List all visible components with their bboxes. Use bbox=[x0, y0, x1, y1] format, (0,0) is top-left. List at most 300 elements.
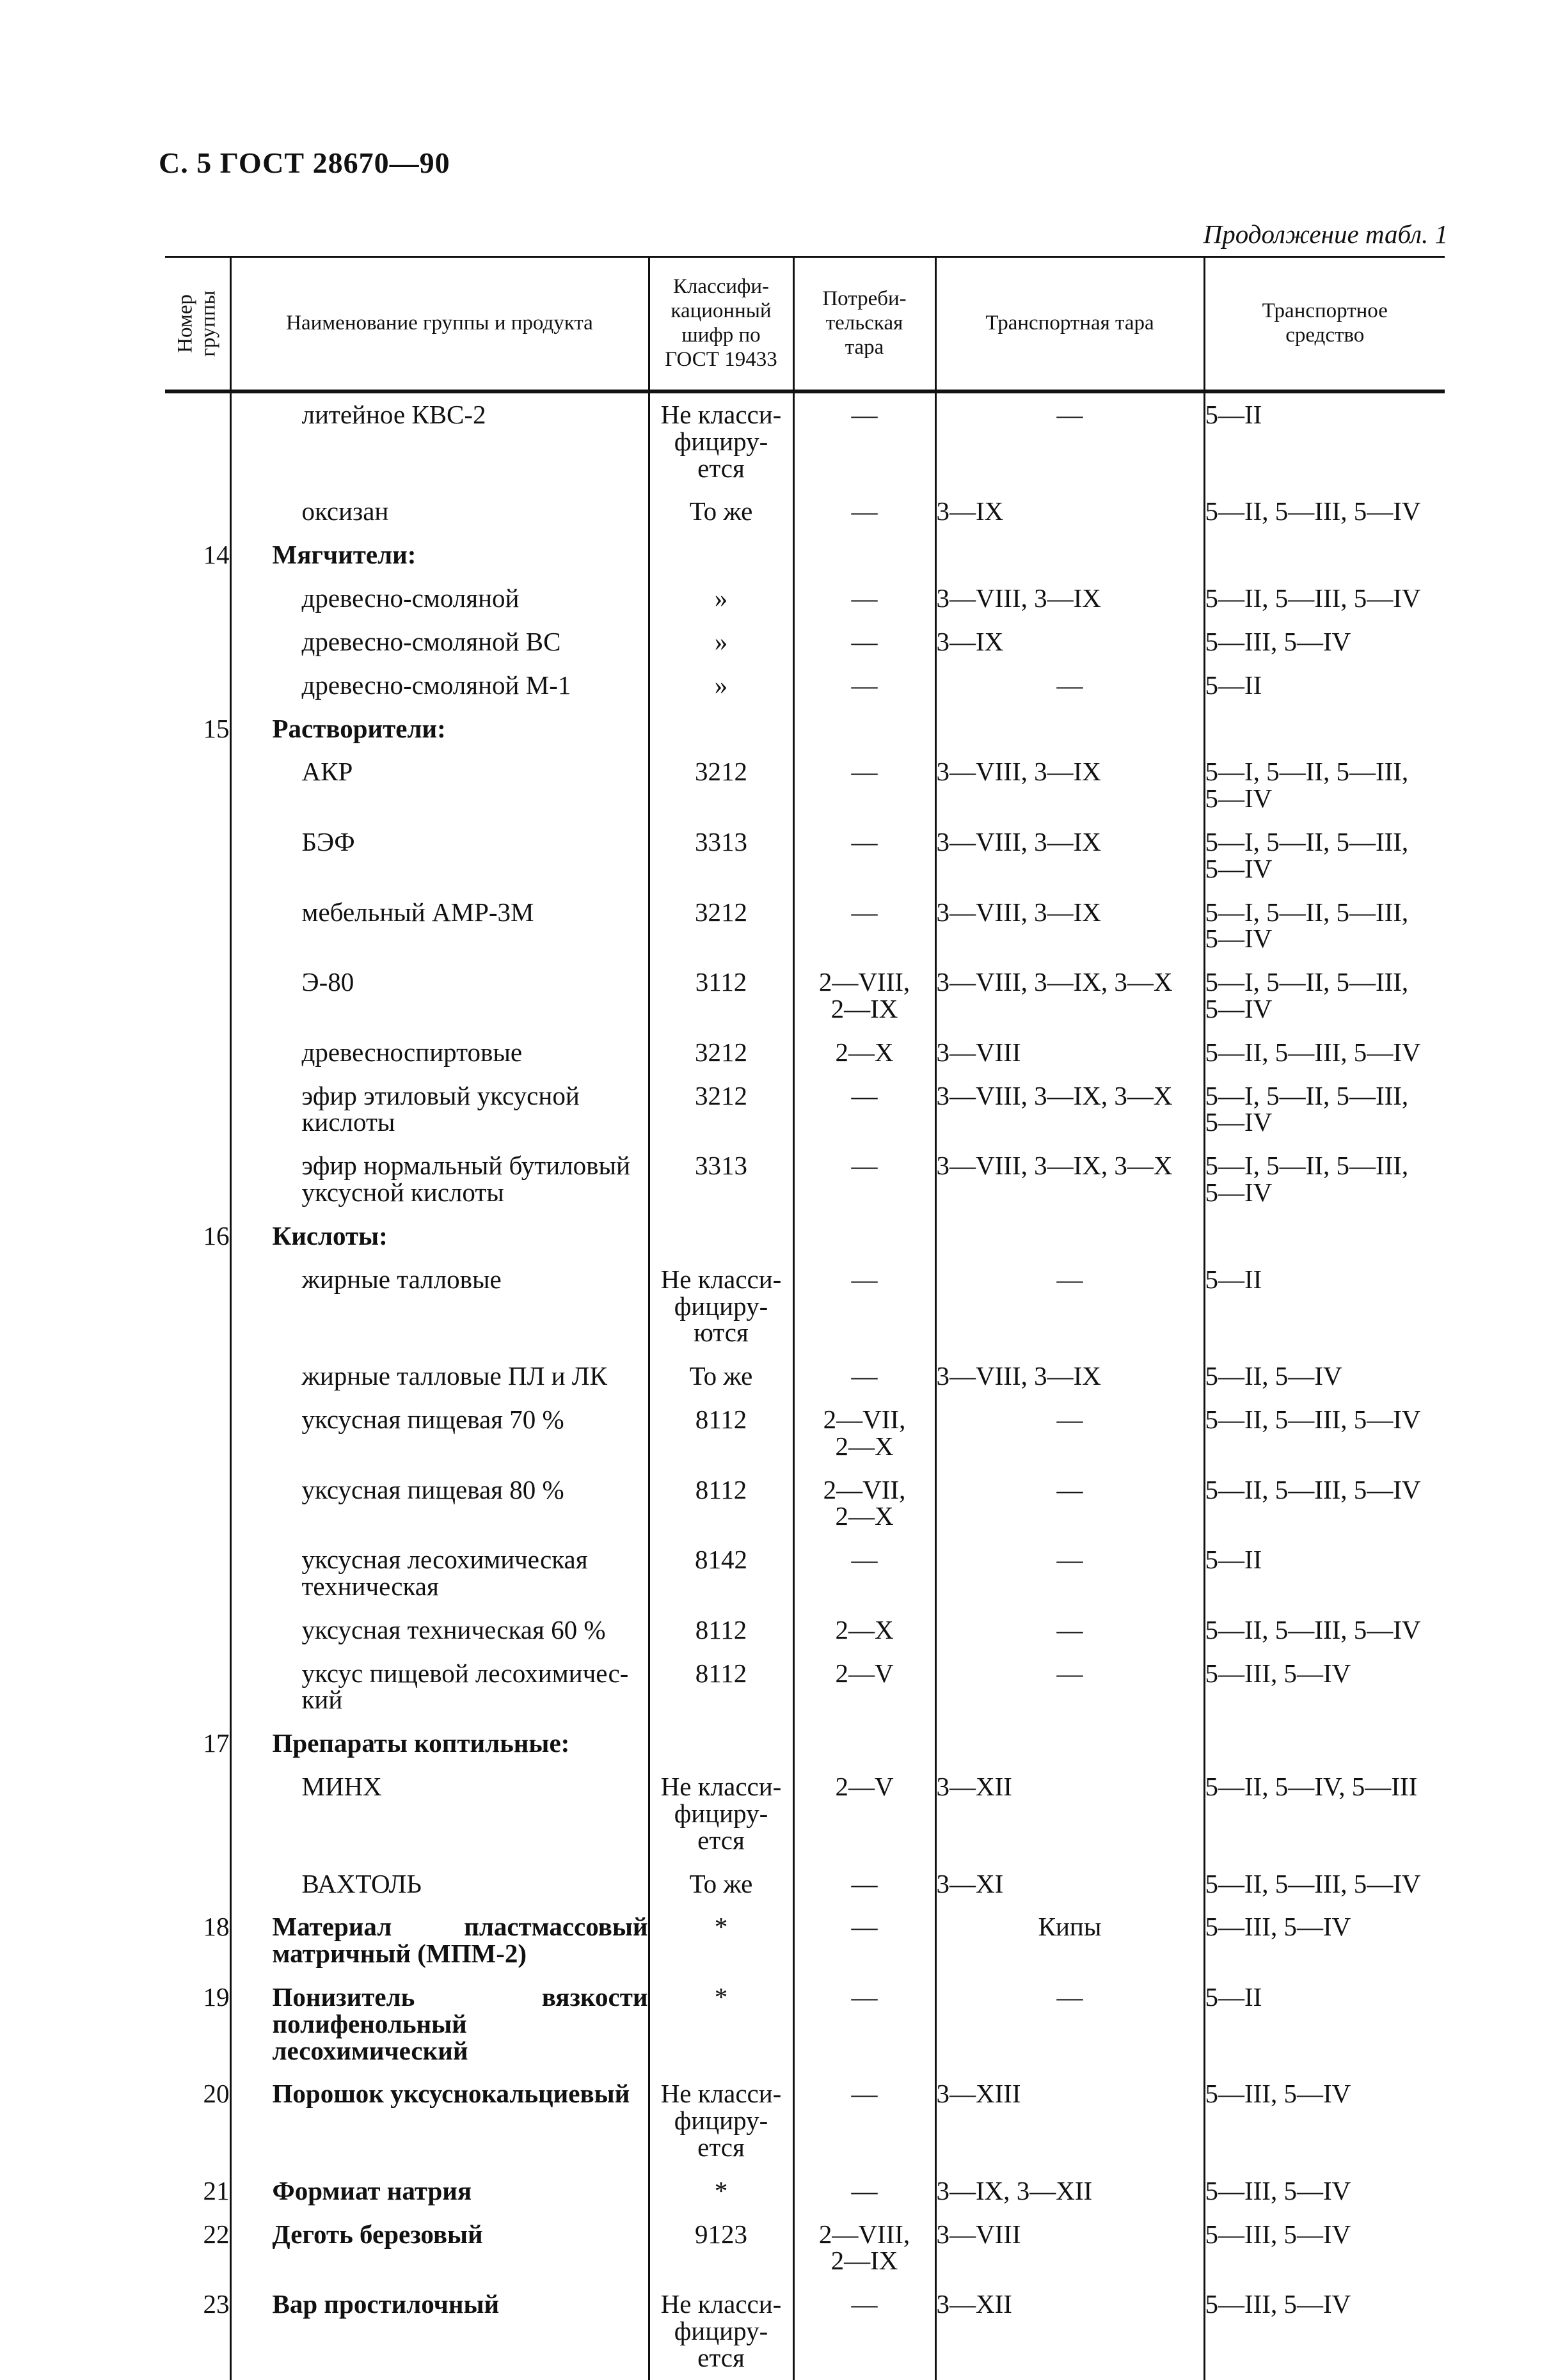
group-number-text: 19 bbox=[203, 1982, 230, 2012]
transport-package-cell bbox=[935, 2072, 1204, 2169]
classification-code-cell bbox=[649, 750, 793, 821]
transport-package-text: 3—VIII, 3—IX bbox=[936, 826, 1101, 856]
group-number-cell bbox=[165, 1258, 230, 1355]
table-row bbox=[165, 750, 1445, 821]
consumer-package-cell bbox=[793, 620, 935, 664]
consumer-package-cell bbox=[793, 1215, 935, 1258]
classification-code-text: То же bbox=[689, 1361, 753, 1391]
product-name-cell bbox=[230, 750, 649, 821]
consumer-package-cell bbox=[793, 533, 935, 577]
transport-package-cell bbox=[935, 490, 1204, 533]
group-number-cell bbox=[165, 1075, 230, 1145]
group-number-cell bbox=[165, 490, 230, 533]
product-name-text: уксусная лесохимическая техническая bbox=[301, 1545, 588, 1601]
transport-package-text: — bbox=[1056, 670, 1083, 700]
transport-vehicle-text: 5—I, 5—II, 5—III, 5—IV bbox=[1205, 757, 1409, 814]
group-number-cell bbox=[165, 1355, 230, 1398]
transport-package-text: 3—VIII, 3—IX bbox=[936, 757, 1101, 787]
transport-vehicle-cell bbox=[1204, 1538, 1445, 1609]
transport-package-cell bbox=[935, 1031, 1204, 1075]
consumer-package-text: 2—VII, 2—X bbox=[823, 1474, 906, 1531]
classification-code-text: То же bbox=[689, 1868, 753, 1898]
group-number-cell bbox=[165, 961, 230, 1031]
consumer-package-text: — bbox=[851, 2289, 878, 2319]
product-name-text: Растворители: bbox=[272, 713, 446, 743]
classification-code-cell bbox=[649, 1652, 793, 1722]
group-number-cell bbox=[165, 1652, 230, 1722]
transport-vehicle-cell bbox=[1204, 1469, 1445, 1539]
product-name-text: мебельный АМР-3М bbox=[301, 897, 534, 927]
product-name-text: древесноспиртовые bbox=[301, 1037, 523, 1067]
group-number-text: 14 bbox=[203, 540, 230, 570]
transport-package-text: 3—XII bbox=[936, 2289, 1012, 2319]
transport-package-text: 3—IX bbox=[936, 626, 1004, 656]
table-row bbox=[165, 2213, 1445, 2283]
classification-code-cell bbox=[649, 1609, 793, 1652]
classification-code-text: » bbox=[714, 670, 728, 700]
classification-code-cell bbox=[649, 891, 793, 961]
classification-code-cell bbox=[649, 577, 793, 620]
classification-code-cell bbox=[649, 1976, 793, 2072]
classification-code-text: 8112 bbox=[695, 1404, 747, 1434]
transport-vehicle-cell bbox=[1204, 1258, 1445, 1355]
header-consumer-package: Потреби- тельская тара bbox=[793, 257, 935, 392]
transport-package-text: 3—VIII bbox=[936, 2219, 1021, 2249]
transport-package-cell bbox=[935, 533, 1204, 577]
transport-package-cell bbox=[935, 707, 1204, 751]
product-name-cell bbox=[230, 2072, 649, 2169]
consumer-package-cell bbox=[793, 1765, 935, 1862]
transport-vehicle-text: 5—II, 5—III, 5—IV bbox=[1205, 1614, 1421, 1644]
classification-code-cell bbox=[649, 391, 793, 490]
consumer-package-cell bbox=[793, 707, 935, 751]
header-product-name: Наименование группы и продукта bbox=[230, 257, 649, 392]
product-name-cell bbox=[230, 961, 649, 1031]
consumer-package-cell bbox=[793, 1652, 935, 1722]
classification-code-cell bbox=[649, 490, 793, 533]
transport-package-cell bbox=[935, 1258, 1204, 1355]
transport-package-text: 3—XIII bbox=[936, 2079, 1021, 2109]
table-header-row bbox=[165, 257, 1445, 392]
group-number-cell bbox=[165, 1976, 230, 2072]
table-row bbox=[165, 1258, 1445, 1355]
consumer-package-text: 2—X bbox=[835, 1614, 894, 1644]
transport-vehicle-text: 5—II, 5—IV bbox=[1205, 1361, 1342, 1391]
product-name-text: Материал пластмассовый матричный (МПМ-2) bbox=[272, 1912, 648, 1969]
classification-code-cell bbox=[649, 961, 793, 1031]
product-name-text: Препараты коптильные: bbox=[272, 1728, 570, 1758]
transport-vehicle-text: 5—III, 5—IV bbox=[1205, 2219, 1351, 2249]
consumer-package-cell bbox=[793, 821, 935, 891]
table-row bbox=[165, 707, 1445, 751]
transport-vehicle-cell bbox=[1204, 490, 1445, 533]
product-name-cell bbox=[230, 1538, 649, 1609]
header-classification-code: Классифи- кационный шифр по ГОСТ 19433 bbox=[649, 257, 793, 392]
consumer-package-cell bbox=[793, 1031, 935, 1075]
transport-package-text: 3—IX bbox=[936, 496, 1004, 526]
consumer-package-text: — bbox=[851, 1545, 878, 1575]
classification-code-text: » bbox=[714, 626, 728, 656]
transport-vehicle-text: 5—III, 5—IV bbox=[1205, 1912, 1351, 1942]
consumer-package-cell bbox=[793, 1722, 935, 1765]
transport-vehicle-cell bbox=[1204, 707, 1445, 751]
consumer-package-cell bbox=[793, 1075, 935, 1145]
product-name-text: уксусная техническая 60 % bbox=[301, 1614, 606, 1644]
transport-vehicle-cell bbox=[1204, 750, 1445, 821]
products-table bbox=[165, 256, 1445, 2380]
consumer-package-text: 2—V bbox=[835, 1772, 894, 1802]
transport-package-text: 3—VIII, 3—IX bbox=[936, 1361, 1101, 1391]
group-number-cell bbox=[165, 1398, 230, 1469]
group-number-cell bbox=[165, 664, 230, 707]
group-number-text: 22 bbox=[203, 2219, 230, 2249]
transport-package-cell bbox=[935, 1215, 1204, 1258]
product-name-text: древесно-смоляной М-1 bbox=[301, 670, 571, 700]
transport-package-cell bbox=[935, 1765, 1204, 1862]
product-name-text: Порошок уксуснокальциевый bbox=[272, 2079, 630, 2109]
table-row bbox=[165, 490, 1445, 533]
transport-vehicle-cell bbox=[1204, 2170, 1445, 2213]
consumer-package-text: 2—VII, 2—X bbox=[823, 1404, 906, 1461]
group-number-cell bbox=[165, 1215, 230, 1258]
product-name-text: уксусная пищевая 80 % bbox=[301, 1474, 564, 1504]
consumer-package-text: 2—V bbox=[835, 1658, 894, 1688]
transport-package-text: — bbox=[1056, 1404, 1083, 1434]
product-name-cell bbox=[230, 1031, 649, 1075]
classification-code-text: 3313 bbox=[695, 826, 747, 856]
transport-package-text: — bbox=[1056, 1982, 1083, 2012]
transport-package-cell bbox=[935, 1075, 1204, 1145]
classification-code-text: Не класси- фициру- ется bbox=[660, 1772, 782, 1855]
transport-vehicle-text: 5—III, 5—IV bbox=[1205, 626, 1351, 656]
group-number-cell bbox=[165, 533, 230, 577]
transport-vehicle-text: 5—II, 5—III, 5—IV bbox=[1205, 1474, 1421, 1504]
consumer-package-cell bbox=[793, 2283, 935, 2379]
classification-code-text: 3212 bbox=[695, 1080, 747, 1110]
group-number-cell bbox=[165, 2072, 230, 2169]
transport-vehicle-cell bbox=[1204, 533, 1445, 577]
product-name-cell bbox=[230, 1765, 649, 1862]
consumer-package-cell bbox=[793, 750, 935, 821]
table-continuation-label: Продолжение табл. 1 bbox=[1203, 219, 1448, 249]
consumer-package-text: 2—VIII, 2—IX bbox=[818, 967, 910, 1023]
group-number-cell bbox=[165, 2170, 230, 2213]
consumer-package-cell bbox=[793, 1258, 935, 1355]
product-name-cell bbox=[230, 664, 649, 707]
transport-package-cell bbox=[935, 2283, 1204, 2379]
classification-code-cell bbox=[649, 1469, 793, 1539]
group-number-text: 21 bbox=[203, 2175, 230, 2205]
transport-package-cell bbox=[935, 1722, 1204, 1765]
header-group-number-label: Номер группы bbox=[173, 290, 221, 357]
product-name-text: уксусная пищевая 70 % bbox=[301, 1404, 564, 1434]
product-name-cell bbox=[230, 2170, 649, 2213]
consumer-package-text: — bbox=[851, 400, 878, 429]
product-name-text: жирные талловые bbox=[301, 1264, 502, 1294]
consumer-package-text: — bbox=[851, 1361, 878, 1391]
consumer-package-text: — bbox=[851, 670, 878, 700]
group-number-text: 17 bbox=[203, 1728, 230, 1758]
transport-package-cell bbox=[935, 750, 1204, 821]
product-name-text: Вар простилочный bbox=[272, 2289, 500, 2319]
group-number-cell bbox=[165, 1031, 230, 1075]
group-number-text: 15 bbox=[203, 713, 230, 743]
product-name-cell bbox=[230, 1863, 649, 1906]
consumer-package-text: — bbox=[851, 496, 878, 526]
table-row bbox=[165, 577, 1445, 620]
consumer-package-cell bbox=[793, 2213, 935, 2283]
classification-code-cell bbox=[649, 533, 793, 577]
table-row bbox=[165, 1976, 1445, 2072]
transport-package-text: Кипы bbox=[1038, 1912, 1102, 1942]
group-number-cell bbox=[165, 1722, 230, 1765]
product-name-cell bbox=[230, 1652, 649, 1722]
transport-vehicle-cell bbox=[1204, 1398, 1445, 1469]
transport-vehicle-text: 5—III, 5—IV bbox=[1205, 1658, 1351, 1688]
product-name-text: жирные талловые ПЛ и ЛК bbox=[301, 1361, 607, 1391]
classification-code-text: 3313 bbox=[695, 1151, 747, 1181]
table-row bbox=[165, 1398, 1445, 1469]
classification-code-text: 3212 bbox=[695, 757, 747, 787]
classification-code-cell bbox=[649, 1144, 793, 1215]
product-name-text: АКР bbox=[301, 757, 353, 787]
table-row bbox=[165, 1609, 1445, 1652]
header-transport-package: Транспортная тара bbox=[935, 257, 1204, 392]
transport-vehicle-cell bbox=[1204, 391, 1445, 490]
table-row bbox=[165, 2170, 1445, 2213]
transport-package-cell bbox=[935, 821, 1204, 891]
product-name-cell bbox=[230, 1075, 649, 1145]
group-number-cell bbox=[165, 707, 230, 751]
group-number-text: 18 bbox=[203, 1912, 230, 1942]
transport-package-text: — bbox=[1056, 1264, 1083, 1294]
classification-code-cell bbox=[649, 707, 793, 751]
product-name-cell bbox=[230, 1144, 649, 1215]
transport-package-text: 3—VIII, 3—IX, 3—X bbox=[936, 1151, 1173, 1181]
consumer-package-cell bbox=[793, 577, 935, 620]
transport-vehicle-text: 5—I, 5—II, 5—III, 5—IV bbox=[1205, 1151, 1409, 1208]
transport-vehicle-cell bbox=[1204, 2072, 1445, 2169]
table-row bbox=[165, 891, 1445, 961]
group-number-cell bbox=[165, 1538, 230, 1609]
classification-code-cell bbox=[649, 1722, 793, 1765]
transport-package-cell bbox=[935, 1144, 1204, 1215]
table-row bbox=[165, 1215, 1445, 1258]
classification-code-text: * bbox=[714, 1912, 728, 1942]
classification-code-text: Не класси- фициру- ются bbox=[660, 1264, 782, 1348]
table-row bbox=[165, 1144, 1445, 1215]
table-row bbox=[165, 533, 1445, 577]
classification-code-cell bbox=[649, 1765, 793, 1862]
consumer-package-text: — bbox=[851, 826, 878, 856]
table-body bbox=[165, 391, 1445, 2380]
classification-code-text: 3212 bbox=[695, 897, 747, 927]
consumer-package-cell bbox=[793, 1355, 935, 1398]
transport-vehicle-cell bbox=[1204, 2283, 1445, 2379]
product-name-text: уксус пищевой лесохимичес- кий bbox=[301, 1658, 629, 1715]
header-group-number bbox=[165, 257, 230, 392]
consumer-package-cell bbox=[793, 664, 935, 707]
transport-vehicle-text: 5—II bbox=[1205, 1264, 1262, 1294]
table-row bbox=[165, 664, 1445, 707]
consumer-package-cell bbox=[793, 1398, 935, 1469]
classification-code-cell bbox=[649, 664, 793, 707]
transport-package-cell bbox=[935, 391, 1204, 490]
transport-package-text: — bbox=[1056, 1614, 1083, 1644]
product-name-cell bbox=[230, 391, 649, 490]
transport-package-text: 3—IX, 3—XII bbox=[936, 2175, 1093, 2205]
classification-code-text: То же bbox=[689, 496, 753, 526]
product-name-text: ВАХТОЛЬ bbox=[301, 1868, 422, 1898]
transport-vehicle-cell bbox=[1204, 961, 1445, 1031]
consumer-package-text: — bbox=[851, 1151, 878, 1181]
transport-package-cell bbox=[935, 577, 1204, 620]
product-name-cell bbox=[230, 1398, 649, 1469]
transport-package-cell bbox=[935, 2170, 1204, 2213]
classification-code-text: 3112 bbox=[695, 967, 747, 997]
consumer-package-text: — bbox=[851, 626, 878, 656]
transport-vehicle-text: 5—II bbox=[1205, 670, 1262, 700]
product-name-cell bbox=[230, 707, 649, 751]
transport-package-text: 3—VIII, 3—IX, 3—X bbox=[936, 1080, 1173, 1110]
group-number-cell bbox=[165, 1469, 230, 1539]
product-name-text: эфир этиловый уксусной кислоты bbox=[301, 1080, 580, 1137]
classification-code-cell bbox=[649, 2170, 793, 2213]
classification-code-cell bbox=[649, 620, 793, 664]
transport-vehicle-cell bbox=[1204, 2213, 1445, 2283]
table-row bbox=[165, 961, 1445, 1031]
transport-package-text: 3—VIII, 3—IX, 3—X bbox=[936, 967, 1173, 997]
page-header: С. 5 ГОСТ 28670—90 bbox=[159, 146, 450, 179]
consumer-package-cell bbox=[793, 1863, 935, 1906]
group-number-text: 16 bbox=[203, 1220, 230, 1250]
classification-code-cell bbox=[649, 821, 793, 891]
transport-vehicle-cell bbox=[1204, 1075, 1445, 1145]
product-name-cell bbox=[230, 1609, 649, 1652]
transport-package-cell bbox=[935, 2213, 1204, 2283]
transport-vehicle-text: 5—I, 5—II, 5—III, 5—IV bbox=[1205, 826, 1409, 883]
consumer-package-text: — bbox=[851, 1080, 878, 1110]
table-row bbox=[165, 1075, 1445, 1145]
consumer-package-cell bbox=[793, 1609, 935, 1652]
table-row bbox=[165, 1722, 1445, 1765]
consumer-package-cell bbox=[793, 1976, 935, 2072]
header-transport-vehicle: Транспортное средство bbox=[1204, 257, 1445, 392]
classification-code-text: 8112 bbox=[695, 1658, 747, 1688]
table-row bbox=[165, 1469, 1445, 1539]
classification-code-cell bbox=[649, 2283, 793, 2379]
table-row bbox=[165, 1652, 1445, 1722]
consumer-package-cell bbox=[793, 1905, 935, 1976]
product-name-text: БЭФ bbox=[301, 826, 355, 856]
transport-vehicle-text: 5—II, 5—IV, 5—III bbox=[1205, 1772, 1418, 1802]
product-name-text: Деготь березовый bbox=[272, 2219, 483, 2249]
group-number-cell bbox=[165, 391, 230, 490]
transport-vehicle-cell bbox=[1204, 620, 1445, 664]
product-name-text: Мягчители: bbox=[272, 540, 417, 570]
classification-code-text: 8142 bbox=[695, 1545, 747, 1575]
classification-code-cell bbox=[649, 1398, 793, 1469]
table-row bbox=[165, 1538, 1445, 1609]
transport-vehicle-text: 5—III, 5—IV bbox=[1205, 2079, 1351, 2109]
transport-package-text: — bbox=[1056, 1545, 1083, 1575]
consumer-package-text: — bbox=[851, 1868, 878, 1898]
classification-code-cell bbox=[649, 1905, 793, 1976]
classification-code-text: * bbox=[714, 2175, 728, 2205]
consumer-package-text: — bbox=[851, 1264, 878, 1294]
product-name-text: эфир нормальный бутиловый уксусной кислоты bbox=[301, 1151, 630, 1208]
group-number-cell bbox=[165, 2283, 230, 2379]
transport-package-cell bbox=[935, 1538, 1204, 1609]
consumer-package-text: — bbox=[851, 1912, 878, 1942]
consumer-package-text: — bbox=[851, 757, 878, 787]
transport-package-text: 3—VIII bbox=[936, 1037, 1021, 1067]
transport-package-cell bbox=[935, 1355, 1204, 1398]
transport-vehicle-cell bbox=[1204, 1863, 1445, 1906]
product-name-cell bbox=[230, 577, 649, 620]
classification-code-cell bbox=[649, 2213, 793, 2283]
table-row bbox=[165, 620, 1445, 664]
classification-code-text: Не класси- фициру- ется bbox=[660, 400, 782, 483]
transport-vehicle-text: 5—II, 5—III, 5—IV bbox=[1205, 1868, 1421, 1898]
group-number-cell bbox=[165, 1863, 230, 1906]
transport-package-cell bbox=[935, 664, 1204, 707]
product-name-cell bbox=[230, 1976, 649, 2072]
transport-vehicle-cell bbox=[1204, 1722, 1445, 1765]
group-number-cell bbox=[165, 1144, 230, 1215]
transport-package-text: 3—VIII, 3—IX bbox=[936, 583, 1101, 613]
transport-vehicle-text: 5—III, 5—IV bbox=[1205, 2175, 1351, 2205]
transport-vehicle-cell bbox=[1204, 821, 1445, 891]
product-name-text: древесно-смоляной ВС bbox=[301, 626, 561, 656]
consumer-package-text: 2—X bbox=[835, 1037, 894, 1067]
classification-code-cell bbox=[649, 1215, 793, 1258]
classification-code-cell bbox=[649, 1258, 793, 1355]
product-name-text: МИНХ bbox=[301, 1772, 382, 1802]
transport-package-cell bbox=[935, 620, 1204, 664]
classification-code-cell bbox=[649, 1075, 793, 1145]
product-name-text: Формиат натрия bbox=[272, 2175, 472, 2205]
classification-code-text: 3212 bbox=[695, 1037, 747, 1067]
product-name-cell bbox=[230, 1355, 649, 1398]
product-name-text: оксизан bbox=[301, 496, 389, 526]
product-name-text: Э-80 bbox=[301, 967, 354, 997]
transport-vehicle-cell bbox=[1204, 1652, 1445, 1722]
transport-package-text: — bbox=[1056, 400, 1083, 429]
consumer-package-cell bbox=[793, 891, 935, 961]
transport-package-text: — bbox=[1056, 1658, 1083, 1688]
table-row bbox=[165, 1031, 1445, 1075]
transport-package-cell bbox=[935, 1398, 1204, 1469]
transport-vehicle-text: 5—II bbox=[1205, 1545, 1262, 1575]
transport-vehicle-cell bbox=[1204, 1215, 1445, 1258]
consumer-package-cell bbox=[793, 1538, 935, 1609]
classification-code-cell bbox=[649, 1863, 793, 1906]
table-row bbox=[165, 391, 1445, 490]
transport-vehicle-text: 5—II, 5—III, 5—IV bbox=[1205, 496, 1421, 526]
transport-vehicle-cell bbox=[1204, 664, 1445, 707]
table-row bbox=[165, 2283, 1445, 2379]
product-name-cell bbox=[230, 821, 649, 891]
product-name-cell bbox=[230, 1905, 649, 1976]
transport-package-cell bbox=[935, 1609, 1204, 1652]
classification-code-text: Не класси- фициру- ется bbox=[660, 2079, 782, 2162]
group-number-cell bbox=[165, 577, 230, 620]
classification-code-text: 9123 bbox=[695, 2219, 747, 2249]
group-number-cell bbox=[165, 2213, 230, 2283]
product-name-cell bbox=[230, 1258, 649, 1355]
transport-vehicle-cell bbox=[1204, 577, 1445, 620]
